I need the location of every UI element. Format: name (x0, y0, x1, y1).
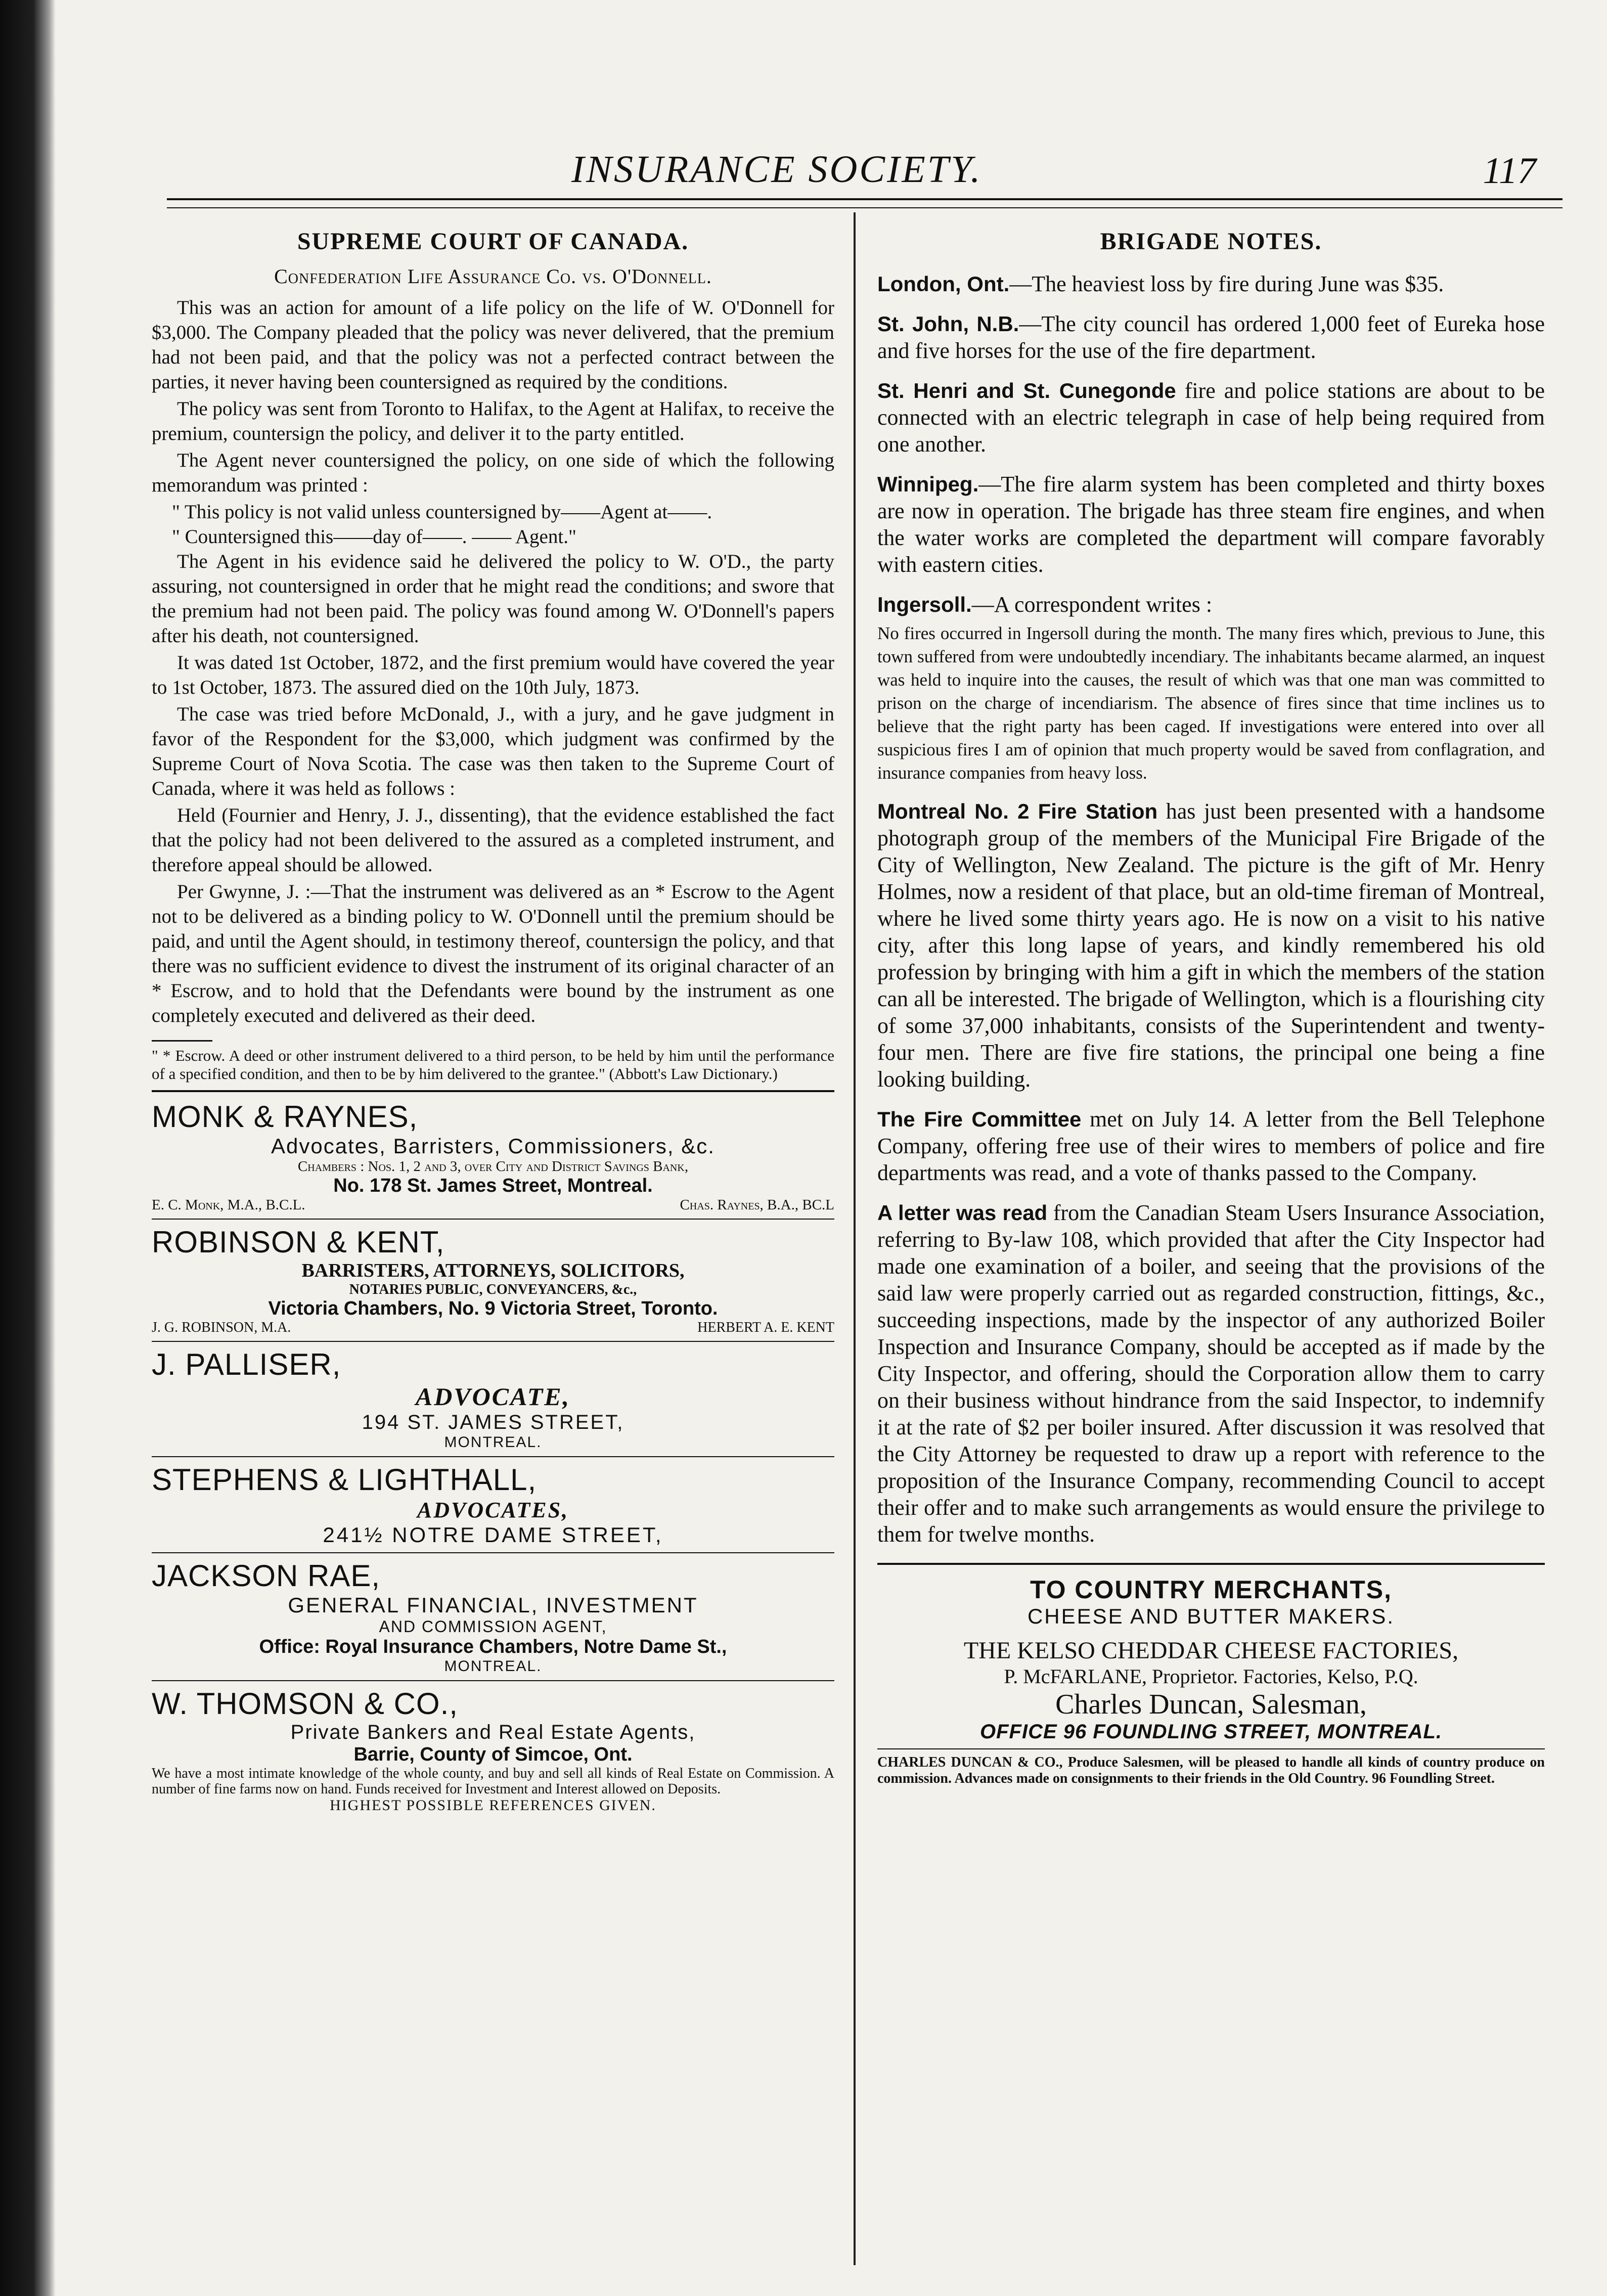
ad-kelso-cheese (877, 1575, 1545, 1787)
paragraph: The Agent never countersigned the policy, on one side of which the following memorandum was printed : (152, 449, 834, 496)
note-lead: Winnipeg. (877, 472, 979, 496)
note-letter-read: A letter was read from the Canadian Steam Users Insurance Association, referring to By-law 108, which provided that after the City Inspector had made one examination of a boiler, and seeing that the provisions of the said law were properly carried out as regarded construction, fittings, &c., succeeding inspections, made by the inspector of any authorized Boiler Inspection and Insurance Company, should be accepted as if made by the City Inspector, and offering, should the Corporation allow them to carry on their business without hindrance from the said Inspector, to indemnify it at the rate of $2 per boiler insured. After discussion it was resolved that the City Attorney be requested to draw up a report with reference to the proposition of the Insurance Company, recommending Council to accept their offer and to make such arrangements as would ensure the privilege to them for twelve months. (877, 1200, 1545, 1547)
footnote-rule (152, 1040, 212, 1042)
ad-line: THE KELSO CHEDDAR CHEESE FACTORIES, (963, 1637, 1459, 1664)
right-column (877, 222, 1545, 1787)
paragraph: Per Gwynne, J. :—That the instrument was delivered as an * Escrow to the Agent not to be delivered as a binding policy to W. O'Donnell until the premium should be paid, and until the Agent should, in testimony thereof, countersign the policy, and that there was no sufficient evidence to divest the instrument of its original character of an * Escrow, and to hold that the Defendants were bound by the instrument as one completely executed and delivered as their deed. (152, 881, 834, 1026)
footnote: " * Escrow. A deed or other instrument delivered to a third person, to be held by him until the performance of a specified condition, and then to be by him delivered to the grantee." (Abbott's Law Dictionary.) (152, 1047, 834, 1083)
firm-name: STEPHENS & LIGHTHALL, (152, 1463, 537, 1497)
firm-city: MONTREAL. (444, 1434, 542, 1451)
ingersoll-letter: No fires occurred in Ingersoll during the month. The many fires which, previous to June, this town suffered from were undoubtedly incendiary. The inhabitants became alarmed, an inquest was held to inquire into the causes, the result of which was that one man was committed to prison on the charge of incendiarism. The absence of fires since that time inclines us to believe that the right party has been caged. If investigations were entered into over all suspicious fires I am of opinion that much property would be saved from conflagration, and insurance companies from heavy loss. (877, 623, 1545, 783)
partner-name: HERBERT A. E. KENT (697, 1320, 834, 1335)
firm-references: HIGHEST POSSIBLE REFERENCES GIVEN. (330, 1797, 656, 1814)
divider (152, 1456, 834, 1457)
ad-fine-print: CHARLES DUNCAN & CO., Produce Salesmen, will be pleased to handle all kinds of country produce on commission. Advances made on consignments to their friends in the Old Country. 96 Foundling Street. (877, 1754, 1545, 1786)
firm-line: ADVOCATE, (415, 1382, 571, 1411)
card-palliser (152, 1347, 834, 1451)
page-number: 117 (1483, 150, 1536, 192)
paragraph: Held (Fournier and Henry, J. J., dissenting), that the evidence established the fact that the policy had not been delivered to the assured as a completed instrument, and therefore appeal should be allowed. (152, 804, 834, 876)
note-st-john: St. John, N.B.—The city council has ordered 1,000 feet of Eureka hose and five horses for the use of the fire department. (877, 311, 1545, 363)
section-title-brigade-notes: BRIGADE NOTES. (1100, 228, 1322, 255)
paragraph: The policy was sent from Toronto to Halifax, to the Agent at Halifax, to receive the premium, countersign the policy, and deliver it to the party entitled. (152, 398, 834, 444)
firm-line: BARRISTERS, ATTORNEYS, SOLICITORS, (301, 1260, 685, 1281)
firm-line: ADVOCATES, (417, 1498, 569, 1522)
note-winnipeg: Winnipeg.—The fire alarm system has been completed and thirty boxes are now in operation. The brigade has three steam fire engines, and when the water works are completed the department will compare favorably with eastern cities. (877, 472, 1545, 577)
case-title: Confederation Life Assurance Co. vs. O'Donnell. (274, 265, 712, 288)
firm-name: JACKSON RAE, (152, 1559, 381, 1593)
note-st-henri: St. Henri and St. Cunegonde fire and police stations are about to be connected with an electric telegraph in case of help being required from one another. (877, 378, 1545, 457)
firm-address: Office: Royal Insurance Chambers, Notre Dame St., (259, 1636, 727, 1657)
ad-address: OFFICE 96 FOUNDLING STREET, MONTREAL. (979, 1721, 1443, 1743)
firm-line: AND COMMISSION AGENT, (379, 1617, 607, 1636)
firm-address: No. 178 St. James Street, Montreal. (333, 1175, 653, 1196)
firm-name: J. PALLISER, (152, 1347, 341, 1381)
note-fire-committee: The Fire Committee met on July 14. A letter from the Bell Telephone Company, offering free use of their wires to members of police and fire departments was read, and a vote of thanks passed to the Company. (877, 1107, 1545, 1185)
note-ingersoll: Ingersoll.—A correspondent writes : (877, 592, 1213, 617)
ad-title: TO COUNTRY MERCHANTS, (1030, 1575, 1393, 1604)
memorandum-line: " This policy is not valid unless countersigned by——Agent at——. (172, 501, 712, 523)
firm-address: 241½ NOTRE DAME STREET, (323, 1523, 663, 1547)
divider (152, 1680, 834, 1681)
paragraph: The case was tried before McDonald, J., with a jury, and he gave judgment in favor of the Respondent for the $3,000, which judgment was confirmed by the Supreme Court of Nova Scotia. The case was then taken to the Supreme Court of Canada, where it was held as follows : (152, 703, 834, 799)
firm-address: Victoria Chambers, No. 9 Victoria Street, Toronto. (268, 1298, 718, 1319)
left-column (152, 222, 834, 1814)
card-stephens-lighthall (152, 1462, 834, 1547)
header-rule (167, 198, 1563, 208)
column-divider (854, 212, 856, 2265)
running-title: INSURANCE SOCIETY. (571, 148, 983, 191)
note-lead: St. Henri and St. Cunegonde (877, 379, 1176, 402)
note-london: London, Ont.—The heaviest loss by fire during June was $35. (877, 272, 1444, 296)
firm-description: We have a most intimate knowledge of the whole county, and buy and sell all kinds of Real Estate on Commission. A number of fine farms now on hand. Funds received for Investment and Interest allowed on Deposits. (152, 1766, 834, 1797)
divider (152, 1552, 834, 1553)
divider (152, 1341, 834, 1342)
ad-subtitle: CHEESE AND BUTTER MAKERS. (1027, 1604, 1395, 1628)
divider (152, 1219, 834, 1220)
paragraph: The Agent in his evidence said he delivered the policy to W. O'D., the party assuring, not countersigned in order that he might read the conditions; and swore that the premium had not been paid. The policy was found among W. O'Donnell's papers after his death, not countersigned. (152, 551, 834, 647)
firm-city: MONTREAL. (444, 1658, 542, 1675)
note-lead: London, Ont. (877, 272, 1010, 296)
firm-line: Private Bankers and Real Estate Agents, (290, 1721, 696, 1743)
card-thomson (152, 1686, 834, 1814)
ad-line: Charles Duncan, Salesman, (1055, 1689, 1367, 1720)
card-robinson-kent (152, 1225, 834, 1336)
card-jackson-rae (152, 1558, 834, 1675)
note-lead: St. John, N.B. (877, 312, 1019, 336)
firm-name: ROBINSON & KENT, (152, 1225, 445, 1259)
firm-address: 194 ST. JAMES STREET, (362, 1411, 624, 1433)
firm-line: GENERAL FINANCIAL, INVESTMENT (288, 1593, 698, 1617)
note-montreal-station: Montreal No. 2 Fire Station has just been presented with a handsome photograph group of the members of the Municipal Fire Brigade of the City of Wellington, New Zealand. The picture is the gift of Mr. Henry Holmes, now a resident of that place, but an old-time fireman of Montreal, where he lived some thirty years ago. He is now on a visit to his native city, after this long lapse of years, and kindly remembered his old profession by bringing with him a gift in which the members of the station can all be interested. The brigade of Wellington, which is a flourishing city of some 37,000 inhabitants, consists of the Superintendent and twenty-four men. There are five fire stations, the principal one being a fine looking building. (877, 799, 1545, 1092)
firm-address: Barrie, County of Simcoe, Ont. (353, 1744, 633, 1765)
note-lead: Montreal No. 2 Fire Station (877, 799, 1158, 823)
partner-name: E. C. Monk, M.A., B.C.L. (152, 1197, 305, 1213)
divider (877, 1563, 1545, 1565)
partner-name: Chas. Raynes, B.A., BC.L (680, 1197, 834, 1213)
firm-line: Advocates, Barristers, Commissioners, &c. (271, 1134, 715, 1158)
section-title-supreme-court: SUPREME COURT OF CANADA. (297, 228, 689, 255)
firm-line: NOTARIES PUBLIC, CONVEYANCERS, &c., (349, 1282, 637, 1297)
memorandum-line: " Countersigned this——day of——. —— Agent." (172, 526, 576, 548)
paragraph: This was an action for amount of a life policy on the life of W. O'Donnell for $3,000. The Company pleaded that the policy was never delivered, that the premium had not been paid, and that the policy was not a perfected contract between the parties, it never having been countersigned as required by the conditions. (152, 297, 834, 393)
ad-line: P. McFARLANE, Proprietor. Factories, Kelso, P.Q. (1004, 1665, 1418, 1688)
note-lead: A letter was read (877, 1201, 1048, 1225)
firm-name: MONK & RAYNES, (152, 1100, 418, 1134)
paragraph: It was dated 1st October, 1872, and the first premium would have covered the year to 1st October, 1873. The assured died on the 10th July, 1873. (152, 652, 834, 698)
divider (152, 1090, 834, 1092)
divider (877, 1748, 1545, 1749)
note-lead: The Fire Committee (877, 1107, 1082, 1131)
note-lead: Ingersoll. (877, 593, 972, 616)
card-monk-raynes (152, 1099, 834, 1213)
firm-line: Chambers : Nos. 1, 2 and 3, over City and District Savings Bank, (297, 1158, 689, 1175)
partner-name: J. G. ROBINSON, M.A. (152, 1320, 291, 1335)
book-spine-shadow (0, 0, 56, 2296)
firm-name: W. THOMSON & CO., (152, 1687, 458, 1721)
